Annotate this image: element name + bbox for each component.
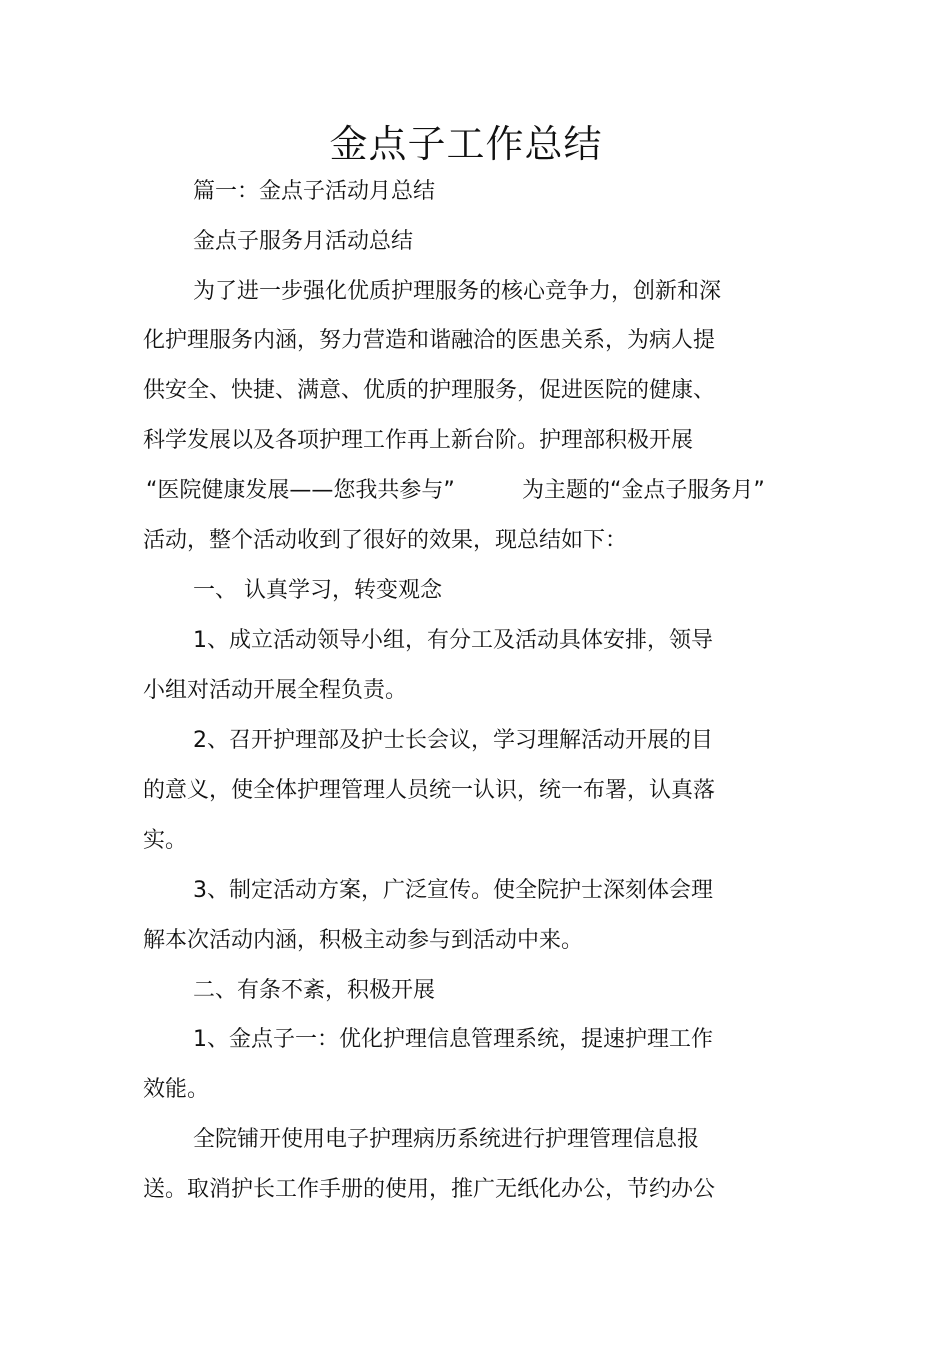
paragraph-line: 为了进一步强化优质护理服务的核心竞争力，创新和深 (193, 279, 722, 304)
list-item-continuation: 效能。 (143, 1077, 210, 1102)
paragraph-line-quote: “医院健康发展——您我共参与” (146, 478, 455, 503)
list-item: 3、制定活动方案，广泛宣传。使全院护士深刻体会理 (193, 878, 713, 903)
section-heading: 篇一：金点子活动月总结 (193, 179, 436, 204)
list-item-continuation: 解本次活动内涵，积极主动参与到活动中来。 (143, 928, 584, 953)
paragraph-line: 化护理服务内涵，努力营造和谐融洽的医患关系，为病人提 (143, 328, 716, 353)
section-heading: 一、 认真学习，转变观念 (193, 578, 442, 603)
subheading: 金点子服务月活动总结 (193, 229, 414, 254)
list-item-continuation: 实。 (143, 828, 188, 853)
list-item: 1、金点子一：优化护理信息管理系统，提速护理工作 (193, 1027, 713, 1052)
list-item: 2、召开护理部及护士长会议，学习理解活动开展的目 (193, 728, 713, 753)
paragraph-line: 供安全、快捷、满意、优质的护理服务，促进医院的健康、 (143, 378, 716, 403)
list-item-continuation: 小组对活动开展全程负责。 (143, 678, 408, 703)
paragraph-line-theme: 为主题的“金点子服务月” (522, 478, 765, 503)
paragraph-line: 全院铺开使用电子护理病历系统进行护理管理信息报 (193, 1127, 700, 1152)
list-item-continuation: 的意义，使全体护理管理人员统一认识，统一布署，认真落 (143, 778, 716, 803)
document-title: 金点子工作总结 (329, 122, 603, 166)
paragraph-line: 活动，整个活动收到了很好的效果，现总结如下： (143, 528, 628, 553)
paragraph-line: 送。取消护长工作手册的使用，推广无纸化办公，节约办公 (143, 1177, 716, 1202)
paragraph-line: 科学发展以及各项护理工作再上新台阶。护理部积极开展 (143, 428, 694, 453)
list-item: 1、成立活动领导小组，有分工及活动具体安排，领导 (193, 628, 713, 653)
section-heading: 二、有条不紊，积极开展 (193, 978, 436, 1003)
